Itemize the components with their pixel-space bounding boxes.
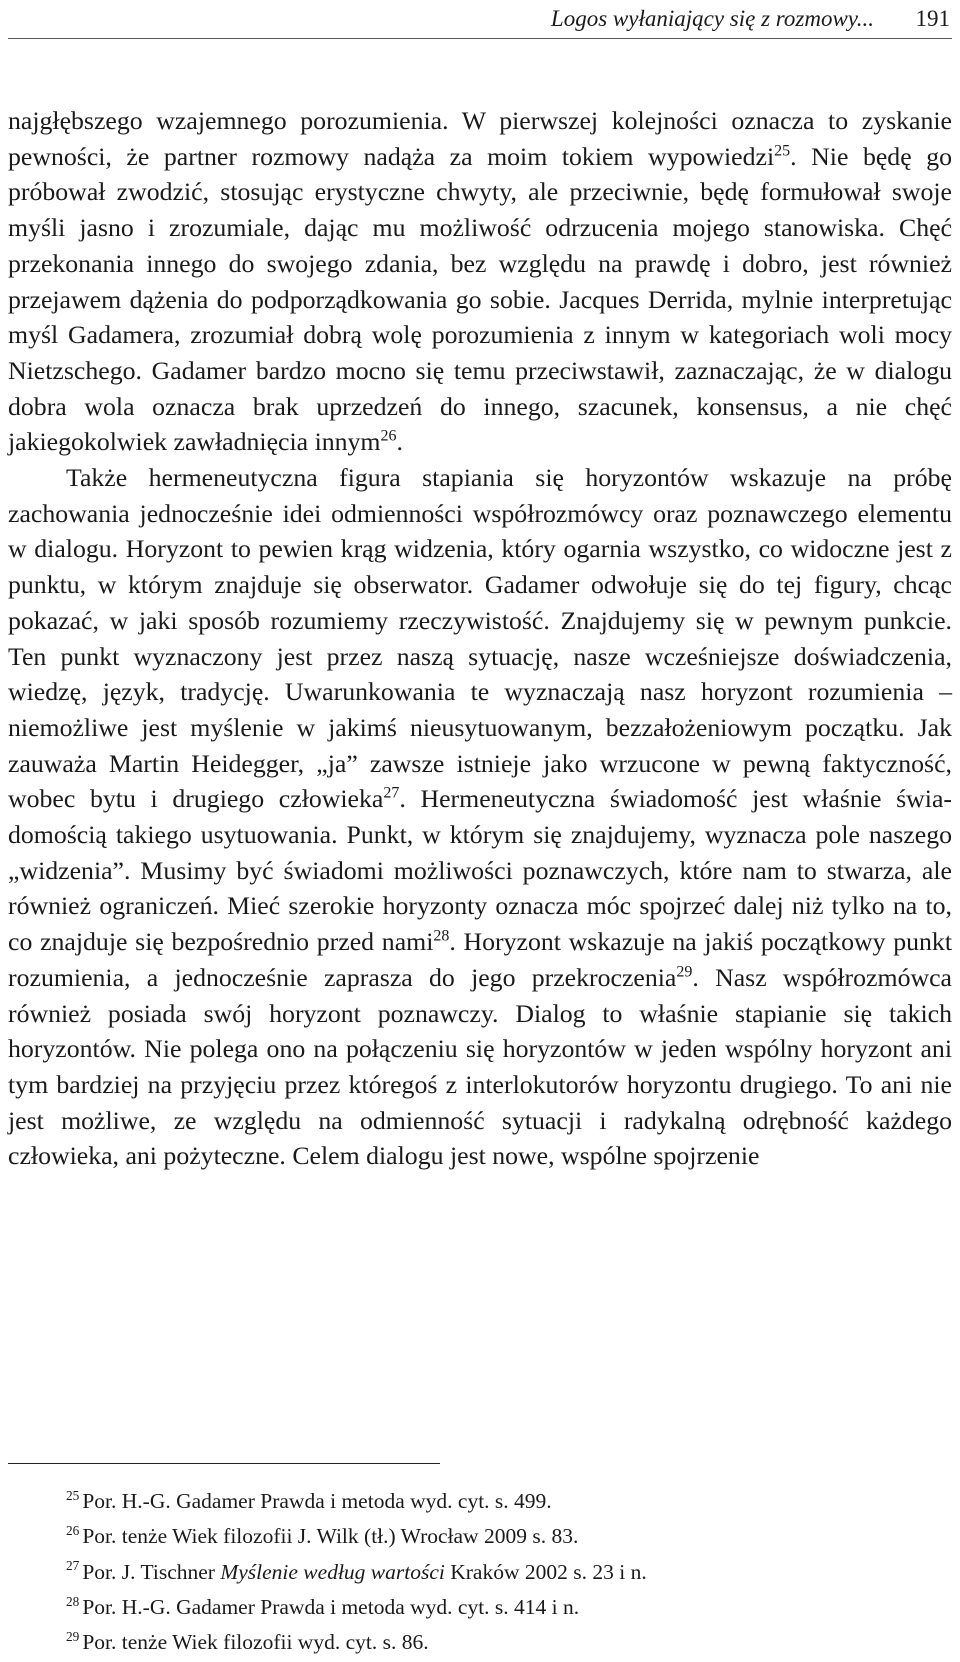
paragraph-text: . Nasz współrozmówca również posiada swój horyzont poznawczy. Dialog to właśnie stapianie się takich horyzontów. Nie polega ono na połączeniu się horyzontów w jeden wspólny horyzont ani tym bardziej na przyjęciu przez któregoś z interlokutorów horyzontu drugiego. To ani nie jest możliwe, ze względu na odmienność sytuacji i radykalną odrębność każdego człowieka, ani pożyteczne. Celem dialogu jest nowe, wspólne spojrzenie [8,962,952,1171]
paragraph-text: . Hermeneutyczna świadomość jest właśnie świadomością takiego usytuowania. Punkt, w którym się znajdujemy, wyznacza pole naszego „widzenia”. Musimy być świadomi możliwości poznawczych, które nam to stwarza, ale również ograniczeń. Mieć szerokie horyzonty oznacza móc spojrzeć dalej niż tylko na to, co znajduje się bezpośrednio przed nami [8,784,952,957]
body-text [8,103,952,1174]
paragraph-text: . Horyzont wskazuje na jakiś początkowy punkt rozumienia, a jednocześnie zaprasza do jego przekroczenia [8,927,952,992]
footnote-ref: 26 [380,427,397,445]
footnote-29 [66,1625,952,1660]
footnote-ref: 27 [383,784,400,802]
footnote-separator [8,1463,440,1464]
footnotes [66,1484,952,1660]
footnote-text: Por. tenże Wiek filozofii wyd. cyt. s. 86. [82,1630,429,1655]
footnote-number: 29 [66,1629,80,1645]
paragraph-text: . Nie będę go próbował zwodzić, stosując erystyczne chwyty, ale przeciwnie, będę formułował swoje myśli jasno i zrozumiale, dając mu możliwość odrzucenia mojego stanowiska. Chęć przekonania innego do swojego zdania, bez względu na prawdę i dobro, jest również przejawem dążenia do podporządkowania go sobie. Jacques Derrida, mylnie interpretując myśl Gadamera, zrozumiał dobrą wolę porozumienia z innym w kategoriach woli mocy Nietzschego. Gadamer bardzo mocno się temu przeciwstawił, zaznaczając, że w dialogu dobra wola oznacza brak uprzedzeń do innego, szacunek, konsensus, a nie chęć jakiegokolwiek zawładnięcia innym [8,141,953,457]
footnote-number: 25 [66,1487,80,1503]
footnote-text: Kraków 2002 s. 23 i n. [444,1559,647,1584]
footnote-28 [66,1590,952,1625]
footnote-number: 27 [66,1558,80,1574]
footnote-26 [66,1519,952,1554]
footnote-number: 28 [66,1593,80,1609]
paragraph-text: . [396,427,403,457]
header-rule [8,38,952,39]
footnote-text: Por. H.-G. Gadamer Prawda i metoda wyd. cyt. s. 414 i n. [82,1594,580,1619]
footnote-number: 26 [66,1523,80,1539]
footnote-text: Por. H.-G. Gadamer Prawda i metoda wyd. cyt. s. 499. [82,1489,552,1513]
paragraph-1 [8,103,952,460]
footnote-25 [66,1484,952,1519]
footnote-title: Myślenie według wartości [220,1559,445,1584]
paragraph-2 [8,460,952,1174]
footnote-ref: 25 [774,142,791,160]
footnote-ref: 28 [433,927,450,945]
footnote-text: Por. tenże Wiek filozofii J. Wilk (tł.) Wrocław 2009 s. 83. [82,1524,579,1549]
page-number: 191 [915,6,950,31]
footnote-27 [66,1555,952,1590]
footnote-text: Por. J. Tischner [82,1559,221,1584]
footnote-ref: 29 [676,963,693,981]
running-title: Logos wyłaniający się z rozmowy... [550,6,874,31]
paragraph-text: Także hermeneutyczna figura stapiania się horyzontów wskazuje na próbę zachowania jednocześnie idei odmienności współrozmówcy oraz poznawczego elementu w dialogu. Horyzont to pewien krąg widzenia, który ogarnia wszystko, co widoczne jest z punktu, w którym znajduje się obserwator. Gadamer odwołuje się do tej figury, chcąc pokazać, w jaki sposób rozumiemy rzeczywistość. Znajdujemy się w pewnym punkcie. Ten punkt wyznaczony jest przez naszą sytuację, nasze wcześniejsze doświadczenia, wiedzę, język, tradycję. Uwarunkowania te wyznaczają nasz horyzont rozumienia – niemożliwe jest myślenie w jakimś nieusytuowanym, bezzałożeniowym początku. Jak zauważa Martin Heidegger, „ja” zawsze istnieje jako wrzucone w pewną faktyczność, wobec bytu i drugiego człowieka [8,463,952,814]
paragraph-text: najgłębszego wzajemnego porozumienia. W pierwszej kolejności oznacza to zyskanie pewności, że partner rozmowy nadąża za moim tokiem wypowiedzi [8,106,952,171]
